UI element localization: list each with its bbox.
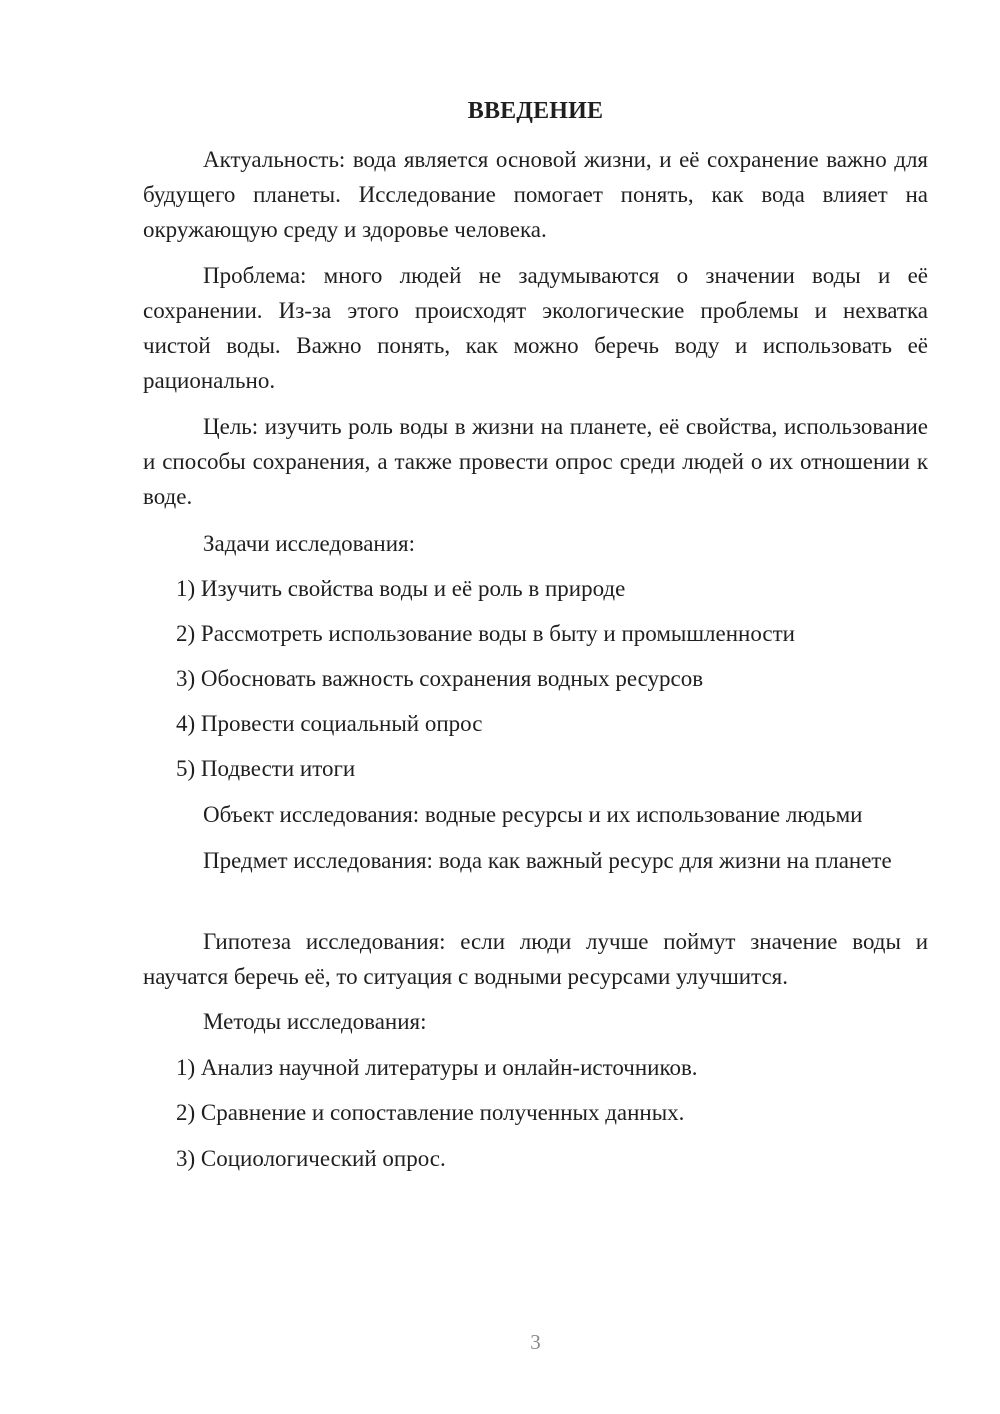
page-number: 3 <box>530 1330 541 1354</box>
task-item: 5) Подвести итоги <box>176 756 356 781</box>
document-page <box>143 0 928 1414</box>
method-item: 1) Анализ научной литературы и онлайн-источников. <box>176 1055 698 1080</box>
task-item: 3) Обосновать важность сохранения водных ресурсов <box>176 666 704 691</box>
relevance-paragraph: Актуальность: вода является основой жизни, и её сохранение важно для будущего планеты. Исследование помогает понять, как вода влияет на окружающую среду и здоровье человека. <box>143 147 928 242</box>
methods-heading: Методы исследования: <box>203 1009 427 1034</box>
page-title: ВВЕДЕНИЕ <box>467 98 604 124</box>
task-item: 2) Рассмотреть использование воды в быту и промышленности <box>176 621 795 646</box>
method-item: 3) Социологический опрос. <box>176 1146 446 1171</box>
object-paragraph: Объект исследования: водные ресурсы и их использование людьми <box>203 802 863 827</box>
hypothesis-paragraph: Гипотеза исследования: если люди лучше поймут значение воды и научатся беречь её, то ситуация с водными ресурсами улучшится. <box>143 929 928 989</box>
task-item: 1) Изучить свойства воды и её роль в природе <box>176 576 626 601</box>
subject-paragraph: Предмет исследования: вода как важный ресурс для жизни на планете <box>203 848 892 873</box>
task-item: 4) Провести социальный опрос <box>176 711 483 736</box>
problem-paragraph: Проблема: много людей не задумываются о значении воды и её сохранении. Из-за этого происходят экологические проблемы и нехватка чистой воды. Важно понять, как можно беречь воду и использовать её рационально. <box>143 263 928 393</box>
goal-paragraph: Цель: изучить роль воды в жизни на планете, её свойства, использование и способы сохранения, а также провести опрос среди людей о их отношении к воде. <box>143 414 928 509</box>
method-item: 2) Сравнение и сопоставление полученных данных. <box>176 1100 685 1125</box>
tasks-heading: Задачи исследования: <box>203 531 416 556</box>
